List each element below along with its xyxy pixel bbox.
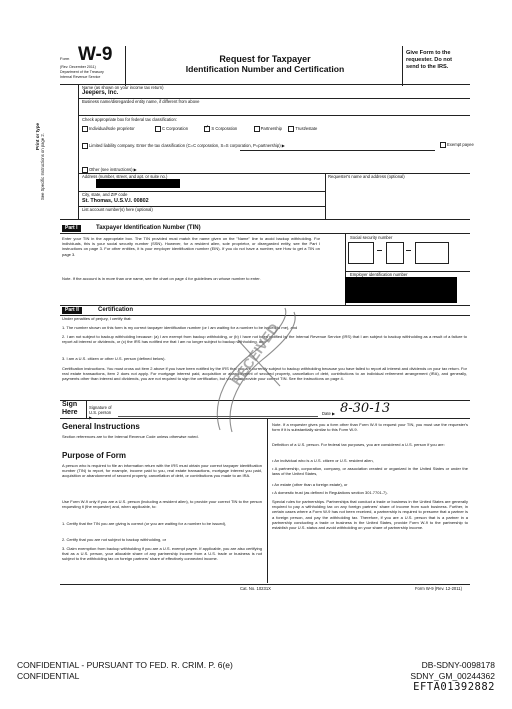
part2-item2: 2. I am not subject to backup withholding because: (a) I am exempt from backup withholding, or (b) I have not been notified by the Internal Revenue Service (IRS) that I am subject to backup withholding as a result of a failure to report all interest or dividends, or (c) the IRS has notified me that I am no longer subject to backup withholding, and [62,334,467,345]
name-value: Jeepers, Inc. [82,90,119,96]
business-label: Business name/disregarded entity name, if different from above [82,99,200,104]
form-rev: (Rev. December 2011) [60,65,96,69]
form-title-1: Request for Taxpayer [219,54,311,64]
trust-checkbox[interactable] [288,126,294,132]
name-label: Name (as shown on your income tax return) [82,85,164,90]
exempt-checkbox[interactable] [440,142,446,148]
form-footer: Form W-9 (Rev. 12-2011) [415,586,463,591]
part1-note: Note. If the account is in more than one name, see the chart on page 4 for guidelines on whose number to enter. [62,276,261,281]
part2-item3: 3. I am a U.S. citizen or other U.S. person (defined below). [62,356,166,361]
part2-tag: Part II [62,307,82,314]
form-header [60,44,470,86]
bullet-3: • An estate (other than a foreign estate), or [272,482,348,487]
use-text: Use Form W-9 only if you are a U.S. person (including a resident alien), to provide your correct TIN to the person requesting it (the requester) and, when applicable, to: [62,499,262,510]
give-form-2: requester. Do not [406,57,453,63]
footer-left-1: CONFIDENTIAL - PURSUANT TO FED. R. CRIM. P. 6(e) [17,660,233,670]
received-stamp [190,300,310,440]
requester-label: Requester's name and address (optional) [328,174,405,179]
ccorp-label: C Corporation [161,126,189,132]
give-form-3: send to the IRS. [406,64,449,70]
form-number: W-9 [78,44,113,65]
exempt-label: Exempt payee [447,142,474,148]
ein-redaction [345,277,457,303]
footer-left-2: CONFIDENTIAL [17,671,80,681]
use-3: 3. Claim exemption from backup withholding if you are a U.S. exempt payee. If applicable, you are also certifying that as a U.S. person, your allocable share of any partnership income from a U.S. trade or business is not subject to the withholding tax on foreign partners' share of effectively connected income. [62,546,262,562]
sign-word: Sign [62,401,78,408]
part2-intro: Under penalties of perjury, I certify that: [62,316,132,321]
llc-checkbox[interactable] [82,143,88,149]
partnership-label: Partnership [260,126,282,132]
individual-label: Individual/sole proprietor [89,126,135,132]
ccorp-checkbox[interactable] [155,126,161,132]
city-label: City, state, and ZIP code [82,192,128,197]
classification-row [82,126,317,132]
ssn-boxes[interactable] [348,242,468,262]
part1-title: Taxpayer Identification Number (TIN) [96,225,201,231]
svg-text:RECEIVED: RECEIVED [227,320,283,389]
give-form-1: Give Form to the [406,50,451,56]
ein-label: Employer identification number [350,272,408,277]
use-1: 1. Certify that the TIN you are giving is correct (or you are waiting for a number to be issued), [62,521,227,526]
address-redaction [96,179,180,188]
other-label: Other (see instructions) ▶ [89,167,137,173]
signature-label: Signature of U.S. person ▶ [89,405,112,420]
address-label: Address (number, street, and apt. or suite no.) [82,174,168,179]
form-word: Form [60,56,70,61]
footer-right-1: DB-SDNY-0098178 [421,660,495,670]
partnership-checkbox[interactable] [254,126,260,132]
scorp-label: S Corporation [211,126,238,132]
footer-right-3: EFTA01392882 [413,681,495,693]
bullet-1: • An individual who is a U.S. citizen or U.S. resident alien, [272,458,374,463]
purpose-text: A person who is required to file an information return with the IRS must obtain your correct taxpayer identification number (TIN) to report, for example, income paid to you, real estate transactions, mortgage interest you paid, acquisition or abandonment of secured property, cancellation of debt, or contributions you made to an IRA. [62,463,262,479]
side-label-print: Print or type [35,122,40,150]
side-label-instructions: See Specific Instructions on page 2. [40,133,45,200]
scorp-checkbox[interactable] [204,126,210,132]
part2-title: Certification [98,307,134,313]
part1-text: Enter your TIN in the appropriate box. The TIN provided must match the name given on the "Name" line to avoid backup withholding. For individuals, this is your social security number (SSN). However, for a resident alien, sole proprietor, or disregarded entity, see the Part I instructions on page 3. For other entities, it is your employer identification number (EIN). If you do not have a number, see How to get a TIN on page 3. [62,236,320,257]
bullet-2: • A partnership, corporation, company, or association created or organized in the United States or under the laws of the United States, [272,466,468,477]
exempt-row [440,142,474,148]
llc-label: Limited liability company. Enter the tax classification (C=C corporation, S=S corporation, P=partnership) ▶ [89,143,285,149]
part1-tag: Part I [62,225,81,232]
use-2: 2. Certify that you are not subject to backup withholding, or [62,537,167,542]
footer-right-2: SDNY_GM_00244362 [410,671,495,681]
date-label: Date ▶ [322,411,336,416]
ssn-label: Social security number [350,235,393,240]
city-value: St. Thomas, U.S.V.I. 00802 [82,198,149,204]
part2-item1: 1. The number shown on this form is my correct taxpayer identification number (or I am waiting for a number to be issued to me), and [62,325,298,330]
cert-instructions: Certification instructions. You must cross out item 2 above if you have been notified by the IRS that you are currently subject to backup withholding because you have failed to report all interest and dividends on your tax return. For real estate transactions, item 2 does not apply. For mortgage interest paid, acquisition or abandonment of secured property, cancellation of debt, contributions to an individual retirement arrangement (IRA), and generally, payments other than interest and dividends, you are not required to sign the certification, but you must provide your correct TIN. See the instructions on page 4. [62,366,467,382]
account-label: List account number(s) here (optional) [82,207,153,212]
special-rules: Special rules for partnerships. Partnerships that conduct a trade or business in the United States are generally required to pay a withholding tax on any foreign partners' share of income from such business. Further, in certain cases where a Form W-9 has not been received, a partnership is required to presume that a partner is a foreign person, and pay the withholding tax. Therefore, if you are a U.S. person that is a partner in a partnership conducting a trade or business in the United States, provide Form W-9 to the partnership to establish your U.S. status and avoid withholding on your share of partnership income. [272,499,468,531]
date-value[interactable]: 8-30-13 [340,401,391,416]
bullet-4: • A domestic trust (as defined in Regulations section 301.7701-7). [272,490,388,495]
form-irs: Internal Revenue Service [60,75,101,79]
general-title: General Instructions [62,422,140,431]
here-word: Here [62,409,78,416]
form-title-2: Identification Number and Certification [185,64,345,74]
note-right: Note. If a requester gives you a form other than Form W-9 to request your TIN, you must use the requester's form if it is substantially similar to this Form W-9. [272,422,468,433]
classification-label: Check appropriate box for federal tax classification: [82,117,177,122]
us-person-definition: Definition of a U.S. person. For federal tax purposes, you are considered a U.S. person if you are: [272,442,445,447]
llc-row [82,143,285,149]
form-dept: Department of the Treasury [60,70,104,74]
cat-number: Cat. No. 10231X [240,586,271,591]
purpose-title: Purpose of Form [62,451,127,460]
trust-label: Trust/estate [295,126,318,132]
individual-checkbox[interactable] [82,126,88,132]
section-refs: Section references are to the Internal Revenue Code unless otherwise noted. [62,434,199,439]
